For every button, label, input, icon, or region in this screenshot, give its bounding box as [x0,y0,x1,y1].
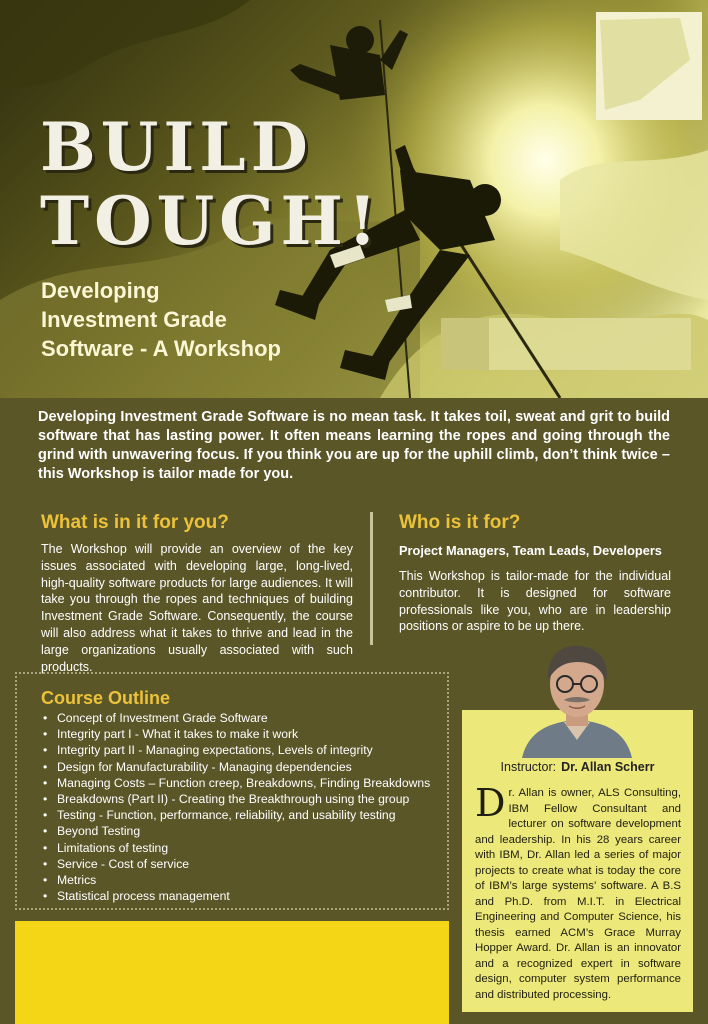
list-item: • Metrics [41,872,446,888]
intro-paragraph: Developing Investment Grade Software is no mean task. It takes toil, sweat and grit to build software that has lasting power. It often means learning the ropes and going through the grind with unwavering focus. If you think you are up for the uphill climb, don’t think twice – this Workshop is tailor made for you. [38,409,670,482]
list-item: • Integrity part II - Managing expectations, Levels of integrity [41,742,446,758]
subtitle-line-1: Developing [41,278,160,303]
list-item: • Breakdowns (Part II) - Creating the Breakthrough using the group [41,791,446,807]
instructor-photo [514,640,640,758]
course-outline-heading: Course Outline [41,688,171,708]
subtitle-line-2: Investment Grade [41,307,227,332]
list-item: • Testing - Function, performance, reliability, and usability testing [41,807,446,823]
hero-banner [0,0,708,398]
instructor-label: Instructor: [500,760,557,774]
instructor-name: Dr. Allan Scherr [561,760,655,774]
instructor-bio [475,781,681,1003]
title-line-1: BUILD [40,108,313,186]
workshop-subtitle [41,276,281,363]
column-divider [370,512,373,645]
subtitle-line-3: Software - A Workshop [41,336,281,361]
audience-heading: Who is it for? [399,512,521,533]
audience-text: This Workshop is tailor-made for the individual contributor. It is designed for software professionals like you, who are in leadership positions or aspire to be up there. [399,569,671,634]
benefits-heading: What is in it for you? [41,512,229,533]
list-item: • Design for Manufacturability - Managing dependencies [41,759,446,775]
list-item: • Limitations of testing [41,840,446,856]
list-item: • Concept of Investment Grade Software [41,710,446,726]
list-item: • Service - Cost of service [41,856,446,872]
list-item: • Beyond Testing [41,823,446,839]
yellow-panel [15,921,449,1024]
title-line-2: TOUGH! [40,182,382,260]
benefits-text: The Workshop will provide an overview of the key issues associated with developing large, long-lived, high-quality software products for large audiences. It will take you through the ropes and techniques of building Investment Grade Software. Consequently, the course will also address what it takes to thrive and lead in the large organizations usually associated with such products. [41,542,353,674]
list-item: • Managing Costs – Function creep, Breakdowns, Finding Breakdowns [41,775,446,791]
bio-drop-cap: D [475,781,506,825]
bio-text: r. Allan is owner, ALS Consulting, IBM Fellow Consultant and lecturer on software development and leadership. In his 28 years career with IBM, Dr. Allan led a series of major projects to create what is today the core of IBM’s large systems’ software. A B.S and Ph.D. from M.I.T. in Electrical Engineering and Computer Science, his thesis earned ACM’s Grace Murray Hopper Award. Dr. Allan is an innovator and a recognized expert in software design, computer system performance and distributed processing. [475,787,681,1001]
audience-roles: Project Managers, Team Leads, Developers [399,543,662,558]
course-outline-list [41,710,446,904]
instructor-line [462,760,693,774]
list-item: • Integrity part I - What it takes to make it work [41,726,446,742]
list-item: • Statistical process management [41,888,446,904]
